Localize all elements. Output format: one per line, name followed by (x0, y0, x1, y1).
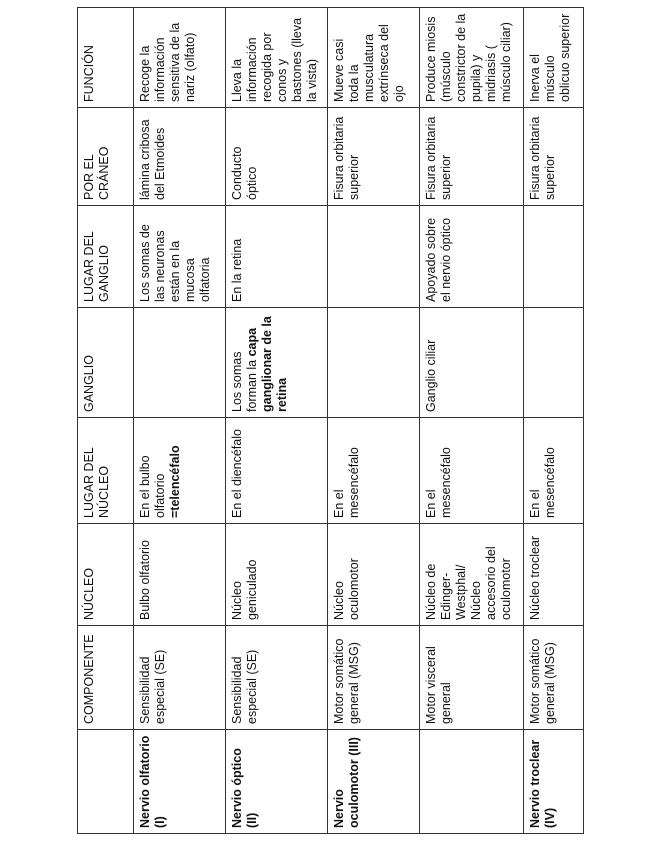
rotated-page (77, 8, 583, 834)
lugar-nucleo-cell: En el mesencéfalo (524, 418, 584, 524)
header-ganglio: GANGLIO (78, 308, 134, 418)
lugar-ganglio-cell: Los somas de las neuronas están en la mucosa olfatoria (134, 206, 226, 308)
table-row (226, 8, 328, 834)
lugar-nucleo-cell (134, 418, 226, 524)
table-row (328, 8, 420, 834)
header-componente: COMPONENTE (78, 626, 134, 730)
lugar-ganglio-cell (524, 206, 584, 308)
craneo-cell: Conducto óptico (226, 108, 328, 206)
header-blank (78, 730, 134, 834)
ganglio-text: Los somas forman la (230, 351, 259, 412)
cranial-nerves-table (77, 7, 584, 834)
nerve-name: Nervio oculomotor (III) (328, 730, 420, 834)
funcion-cell: Lleva la información recogida por conos y bastones (lleva la vista) (226, 8, 328, 108)
craneo-cell: lámina cribosa del Etmoides (134, 108, 226, 206)
header-lugar-nucleo: LUGAR DEL NÚCLEO (78, 418, 134, 524)
funcion-cell: Inerva el músculo oblicuo superior (524, 8, 584, 108)
craneo-cell: Fisura orbitaria superior (524, 108, 584, 206)
craneo-cell: Fisura orbitaria superior (420, 108, 524, 206)
componente-cell: Sensibilidad especial (SE) (134, 626, 226, 730)
craneo-cell: Fisura orbitaria superior (328, 108, 420, 206)
componente-cell: Sensibilidad especial (SE) (226, 626, 328, 730)
header-nucleo: NÚCLEO (78, 524, 134, 626)
componente-cell: Motor somático general (MSG) (524, 626, 584, 730)
nerve-name: Nervio óptico (II) (226, 730, 328, 834)
nerve-name (420, 730, 524, 834)
header-row (78, 8, 134, 834)
lugar-ganglio-cell: En la retina (226, 206, 328, 308)
lugar-nucleo-cell: En el diencéfalo (226, 418, 328, 524)
lugar-ganglio-cell (328, 206, 420, 308)
nerve-name: Nervio troclear (IV) (524, 730, 584, 834)
lugar-nucleo-cell: En el mesencéfalo (328, 418, 420, 524)
lugar-nucleo-bold: =telencéfalo (168, 445, 182, 518)
ganglio-cell (328, 308, 420, 418)
funcion-cell: Mueve casi toda la musculatura extrínseca del ojo (328, 8, 420, 108)
ganglio-cell (226, 308, 328, 418)
nucleo-cell: Núcleo de Edinger-Westphal/ Núcleo accesorio del oculomotor (420, 524, 524, 626)
nucleo-cell: Núcleo oculomotor (328, 524, 420, 626)
componente-cell: Motor somático general (MSG) (328, 626, 420, 730)
table-row (524, 8, 584, 834)
lugar-ganglio-cell: Apoyado sobre el nervio óptico (420, 206, 524, 308)
nucleo-cell: Núcleo troclear (524, 524, 584, 626)
ganglio-cell (134, 308, 226, 418)
table-row (134, 8, 226, 834)
header-funcion: FUNCIÓN (78, 8, 134, 108)
ganglio-cell: Ganglio ciliar (420, 308, 524, 418)
header-craneo: POR EL CRÁNEO (78, 108, 134, 206)
nucleo-cell: Núcleo geniculado (226, 524, 328, 626)
ganglio-cell (524, 308, 584, 418)
lugar-nucleo-text: En el bulbo olfatorio (138, 455, 167, 518)
funcion-cell: Recoge la información sensitiva de la nariz (olfato) (134, 8, 226, 108)
header-lugar-ganglio: LUGAR DEL GANGLIO (78, 206, 134, 308)
nucleo-cell: Bulbo olfatorio (134, 524, 226, 626)
componente-cell: Motor visceral general (420, 626, 524, 730)
table-row (420, 8, 524, 834)
funcion-cell: Produce miosis (músculo constrictor de la pupila) y midriasis ( músculo ciliar) (420, 8, 524, 108)
ganglio-bold: capa ganglionar de la retina (245, 316, 289, 412)
nerve-name: Nervio olfatorio (I) (134, 730, 226, 834)
lugar-nucleo-cell: En el mesencéfalo (420, 418, 524, 524)
